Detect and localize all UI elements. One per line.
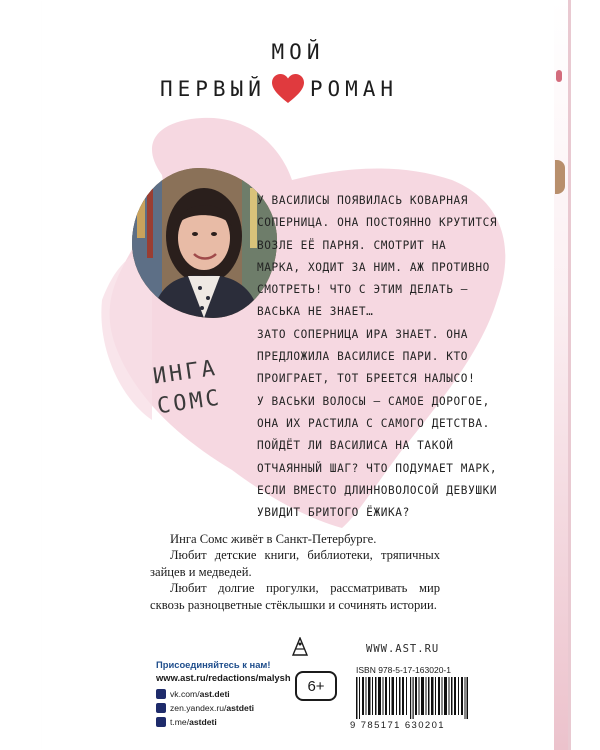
blurb-line: ПРЕДЛОЖИЛА ВАСИЛИСЕ ПАРИ. КТО bbox=[257, 350, 469, 364]
author-first-name: ИНГА bbox=[151, 355, 220, 390]
social-prefix: zen.yandex.ru/ bbox=[170, 703, 227, 713]
blurb-line: У ВАСЬКИ ВОЛОСЫ — САМОЕ ДОРОГОЕ, bbox=[257, 394, 490, 408]
barcode-number: 9 785171 630201 bbox=[350, 720, 445, 731]
website-label: WWW.AST.RU bbox=[366, 643, 440, 655]
blurb-line: ПРОИГРАЕТ, ТОТ БРЕЕТСЯ НАЛЫСО! bbox=[257, 372, 476, 386]
blurb-line: ОТЧАЯННЫЙ ШАГ? ЧТО ПОДУМАЕТ МАРК, bbox=[257, 461, 498, 475]
book-blurb bbox=[257, 190, 527, 524]
heart-icon bbox=[272, 74, 304, 104]
series-title-line2 bbox=[160, 74, 398, 104]
blurb-line: МАРКА, ХОДИТ ЗА НИМ. АЖ ПРОТИВНО bbox=[257, 260, 490, 274]
bio-paragraph: Любит долгие прогулки, рассматривать мир сквозь разноцветные стёклышки и сочинять истории. bbox=[150, 581, 440, 612]
bio-paragraph: Инга Сомс живёт в Санкт-Петербурге. bbox=[170, 532, 377, 546]
social-link-zen[interactable] bbox=[156, 703, 254, 713]
blurb-line: СМОТРЕТЬ! ЧТО С ЭТИМ ДЕЛАТЬ — bbox=[257, 283, 469, 297]
social-prefix: t.me/ bbox=[170, 717, 190, 727]
barcode-icon bbox=[356, 677, 468, 719]
telegram-icon bbox=[156, 717, 166, 727]
blurb-line: УВИДИТ БРИТОГО ЁЖИКА? bbox=[257, 506, 410, 520]
blurb-line: СОПЕРНИЦА. ОНА ПОСТОЯННО КРУТИТСЯ bbox=[257, 216, 498, 230]
blurb-line: ЕСЛИ ВМЕСТО ДЛИННОВОЛОСОЙ ДЕВУШКИ bbox=[257, 483, 498, 497]
blurb-line: ВОЗЛЕ ЕЁ ПАРНЯ. СМОТРИТ НА bbox=[257, 238, 447, 252]
series-word-first: ПЕРВЫЙ bbox=[160, 77, 266, 101]
social-handle: astdeti bbox=[189, 717, 217, 727]
book-spine-edge bbox=[554, 0, 568, 750]
zen-icon bbox=[156, 703, 166, 713]
author-bio bbox=[150, 531, 440, 613]
blurb-line: ЗАТО СОПЕРНИЦА ИРА ЗНАЕТ. ОНА bbox=[257, 327, 469, 341]
join-us-label: Присоединяйтесь к нам! bbox=[156, 659, 271, 670]
spine-divider bbox=[568, 0, 571, 750]
age-rating-badge: 6+ bbox=[295, 671, 337, 701]
social-link-vk[interactable] bbox=[156, 689, 230, 699]
author-last-name: СОМС bbox=[155, 385, 224, 420]
blurb-line: ПОЙДЁТ ЛИ ВАСИЛИСА НА ТАКОЙ bbox=[257, 439, 454, 453]
blurb-line: У ВАСИЛИСЫ ПОЯВИЛАСЬ КОВАРНАЯ bbox=[257, 194, 469, 207]
social-handle: astdeti bbox=[226, 703, 255, 713]
social-link-telegram[interactable] bbox=[156, 717, 217, 727]
series-word-second: РОМАН bbox=[309, 77, 399, 101]
social-handle: ast.deti bbox=[199, 689, 230, 699]
series-title-line1: МОЙ bbox=[271, 40, 325, 64]
publisher-url-link[interactable]: www.ast.ru/redactions/malysh bbox=[156, 672, 291, 683]
vk-icon bbox=[156, 689, 166, 699]
blurb-line: ОНА ИХ РАСТИЛА С САМОГО ДЕТСТВА. bbox=[257, 416, 490, 430]
book-back-cover bbox=[42, 0, 554, 750]
spine-decoration bbox=[555, 160, 565, 194]
bio-paragraph: Любит детские книги, библиотеки, тряпичных зайцев и медведей. bbox=[150, 548, 440, 579]
social-prefix: vk.com/ bbox=[170, 689, 200, 699]
blurb-line: ВАСЬКА НЕ ЗНАЕТ… bbox=[257, 305, 374, 319]
spine-decoration bbox=[556, 70, 562, 82]
isbn-label: ISBN 978-5-17-163020-1 bbox=[356, 665, 451, 675]
publisher-logo-icon bbox=[291, 637, 309, 657]
